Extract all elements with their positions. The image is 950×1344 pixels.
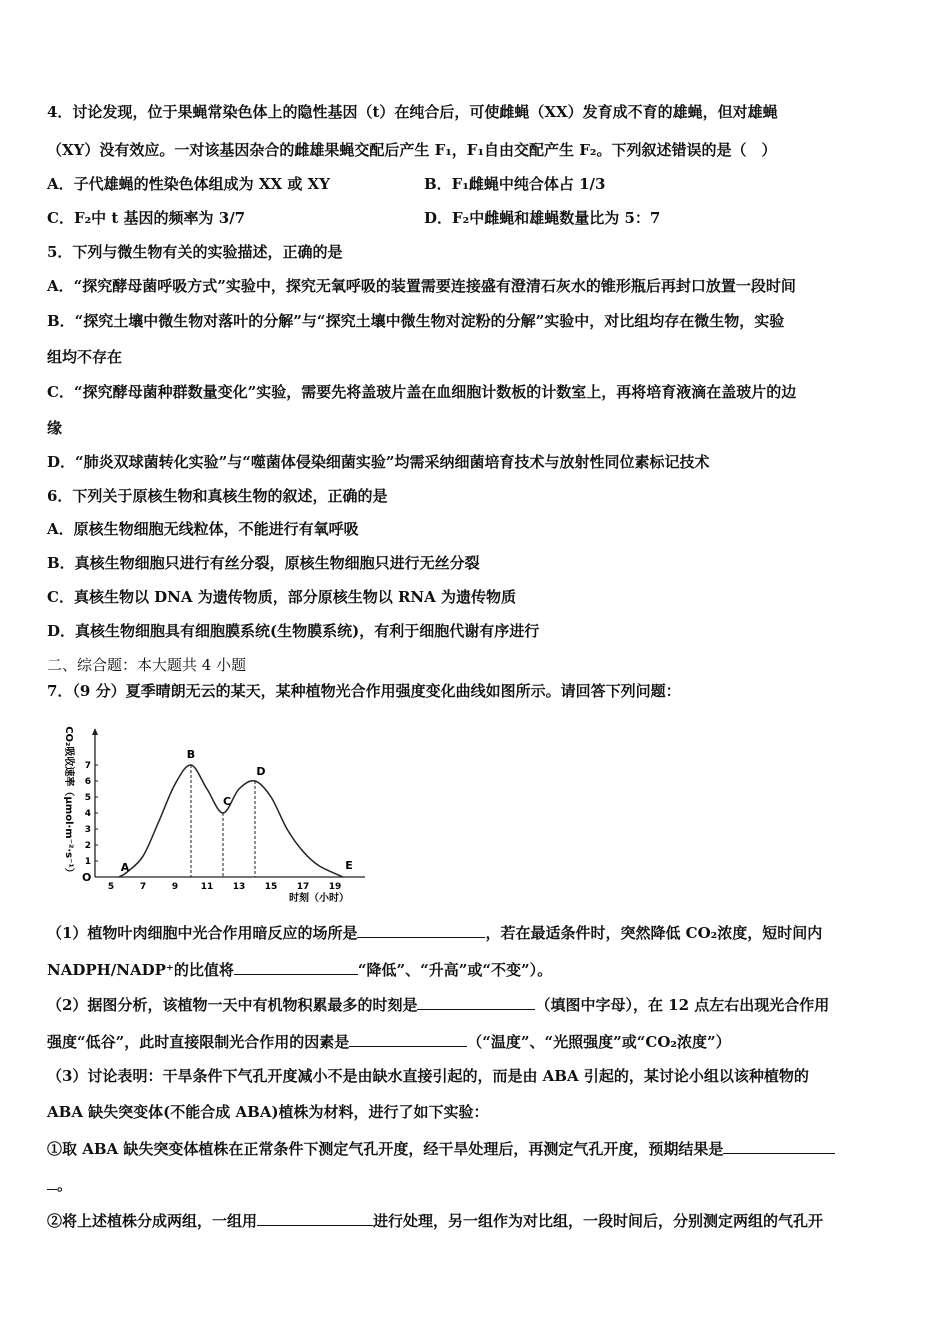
y-tick-label: 2 (84, 841, 91, 851)
q7-part3-line3 (47, 1138, 910, 1159)
q4-option-a: A．子代雄蝇的性染色体组成为 XX 或 XY (47, 175, 330, 193)
y-tick-label: 1 (84, 857, 91, 867)
y-tick-label: 6 (84, 777, 91, 787)
y-tick-label: 5 (84, 793, 91, 803)
q6-option-d: D．真核生物细胞具有细胞膜系统(生物膜系统)，有利于细胞代谢有序进行 (47, 622, 540, 640)
q7-part3-text-e: ②将上述植株分成两组，一组用 (47, 1212, 258, 1230)
y-tick-label: 4 (84, 809, 91, 819)
section-heading: 二、综合题：本大题共 4 小题 (47, 656, 247, 674)
q7-part1-text-a: （1）植物叶肉细胞中光合作用暗反应的场所是 (47, 924, 358, 942)
x-tick-label: 11 (200, 882, 214, 892)
x-tick-label: 9 (171, 882, 179, 892)
x-tick-label: 7 (139, 882, 147, 892)
y-tick-label: 3 (84, 825, 91, 835)
x-tick-label: 5 (107, 882, 115, 892)
x-tick-label: 15 (264, 882, 278, 892)
q7-part3-text-f: 进行处理，另一组作为对比组，一段时间后，分别测定两组的气孔开 (373, 1212, 824, 1230)
y-axis-arrow (92, 728, 98, 735)
q7-part3-text-d: 。 (57, 1176, 73, 1194)
q7-part3-text-c: ①取 ABA 缺失突变体植株在正常条件下测定气孔开度，经干旱处理后，再测定气孔开度，预期结果是 (47, 1140, 724, 1158)
q5-option-d: D．“肺炎双球菌转化实验”与“噬菌体侵染细菌实验”均需采纳细菌培育技术与放射性同位素标记技术 (47, 453, 710, 471)
chart-svg (55, 722, 365, 912)
point-label-c: C (222, 795, 232, 808)
x-axis-label: 时刻（小时） (289, 893, 349, 904)
q7-part1-text-d: “降低”、“升高”或“不变”）。 (357, 961, 553, 979)
q7-part3-line1: （3）讨论表明：干旱条件下气孔开度减小不是由缺水直接引起的，而是由 ABA 引起的，某讨论小组以该种植物的 (47, 1067, 809, 1085)
q4-option-d: D．F₂中雌蝇和雄蝇数量比为 5：7 (424, 209, 661, 227)
q7-part3-line5 (47, 1210, 910, 1231)
q6-option-b: B．真核生物细胞只进行有丝分裂，原核生物细胞只进行无丝分裂 (47, 554, 480, 572)
q7-part2-text-d: （“温度”、“光照强度”或“CO₂浓度”） (467, 1033, 731, 1051)
q7-part2-line2 (47, 1031, 910, 1052)
q4-option-c: C．F₂中 t 基因的频率为 3/7 (47, 209, 246, 227)
q7-part1-text-b: ，若在最适条件时，突然降低 CO₂浓度，短时间内 (485, 924, 823, 942)
q4-option-b: B．F₁雌蝇中纯合体占 1/3 (424, 175, 606, 193)
q7-part1-text-c: NADPH/NADP⁺的比值将 (47, 961, 234, 979)
q7-part2-line1 (47, 994, 910, 1015)
q7-part3-line2: ABA 缺失突变体(不能合成 ABA)植株为材料，进行了如下实验： (47, 1103, 489, 1121)
answer-blank-5[interactable] (723, 1138, 835, 1154)
answer-blank-1[interactable] (357, 922, 485, 938)
photosynthesis-curve (119, 765, 343, 877)
q6-option-a: A．原核生物细胞无线粒体，不能进行有氧呼吸 (47, 520, 359, 538)
q7-part2-text-b: （填图中字母），在 12 点左右出现光合作用 (535, 996, 830, 1014)
q4-stem-line1: 4．讨论发现，位于果蝇常染色体上的隐性基因（t）在纯合后，可使雌蝇（XX）发育成不育的雄蝇，但对雄蝇 (47, 103, 778, 121)
photosynthesis-chart (55, 722, 365, 912)
q7-part2-text-a: （2）据图分析，该植物一天中有机物积累最多的时刻是 (47, 996, 418, 1014)
answer-blank-2[interactable] (234, 959, 358, 975)
x-tick-label: 19 (328, 882, 342, 892)
q5-stem: 5．下列与微生物有关的实验描述，正确的是 (47, 243, 343, 261)
point-label-e: E (345, 859, 353, 872)
q5-option-c-line1: C．“探究酵母菌种群数量变化”实验，需要先将盖玻片盖在血细胞计数板的计数室上，再将培育液滴在盖玻片的边 (47, 383, 797, 401)
q7-part1-line1 (47, 922, 910, 943)
q7-part3-line4 (47, 1174, 910, 1195)
x-tick-label: 17 (296, 882, 310, 892)
answer-blank-6[interactable] (257, 1210, 373, 1226)
q4-options-row2 (47, 208, 910, 228)
q6-stem: 6．下列关于原核生物和真核生物的叙述，正确的是 (47, 487, 388, 505)
q6-option-c: C．真核生物以 DNA 为遗传物质，部分原核生物以 RNA 为遗传物质 (47, 588, 517, 606)
q5-option-b-line2: 组均不存在 (47, 348, 123, 366)
q5-option-a: A．“探究酵母菌呼吸方式”实验中，探究无氧呼吸的装置需要连接盛有澄清石灰水的锥形瓶后再封口放置一段时间 (47, 277, 796, 295)
q7-part1-line2 (47, 959, 910, 980)
point-label-d: D (256, 765, 266, 778)
q7-part2-text-c: 强度“低谷”，此时直接限制光合作用的因素是 (47, 1033, 350, 1051)
origin-label: O (82, 871, 92, 884)
x-tick-label: 13 (232, 882, 246, 892)
q7-stem: 7．（9 分）夏季晴朗无云的某天，某种植物光合作用强度变化曲线如图所示。请回答下列问题： (47, 682, 681, 700)
point-label-a: A (120, 861, 130, 874)
y-tick-label: 7 (84, 761, 91, 771)
answer-blank-5-cont[interactable] (47, 1174, 57, 1190)
point-label-b: B (186, 748, 196, 761)
q4-stem-line2: （XY）没有效应。一对该基因杂合的雌雄果蝇交配后产生 F₁，F₁自由交配产生 F₂。下列叙述错误的是（ ） (47, 141, 777, 159)
answer-blank-4[interactable] (349, 1031, 467, 1047)
q4-options-row1 (47, 174, 910, 194)
answer-blank-3[interactable] (417, 994, 535, 1010)
q5-option-c-line2: 缘 (47, 419, 63, 437)
q5-option-b-line1: B．“探究土壤中微生物对落叶的分解”与“探究土壤中微生物对淀粉的分解”实验中，对比组均存在微生物，实验 (47, 312, 785, 330)
y-axis-label: CO₂吸收速率（μmol·m⁻²·s⁻¹） (63, 726, 74, 878)
